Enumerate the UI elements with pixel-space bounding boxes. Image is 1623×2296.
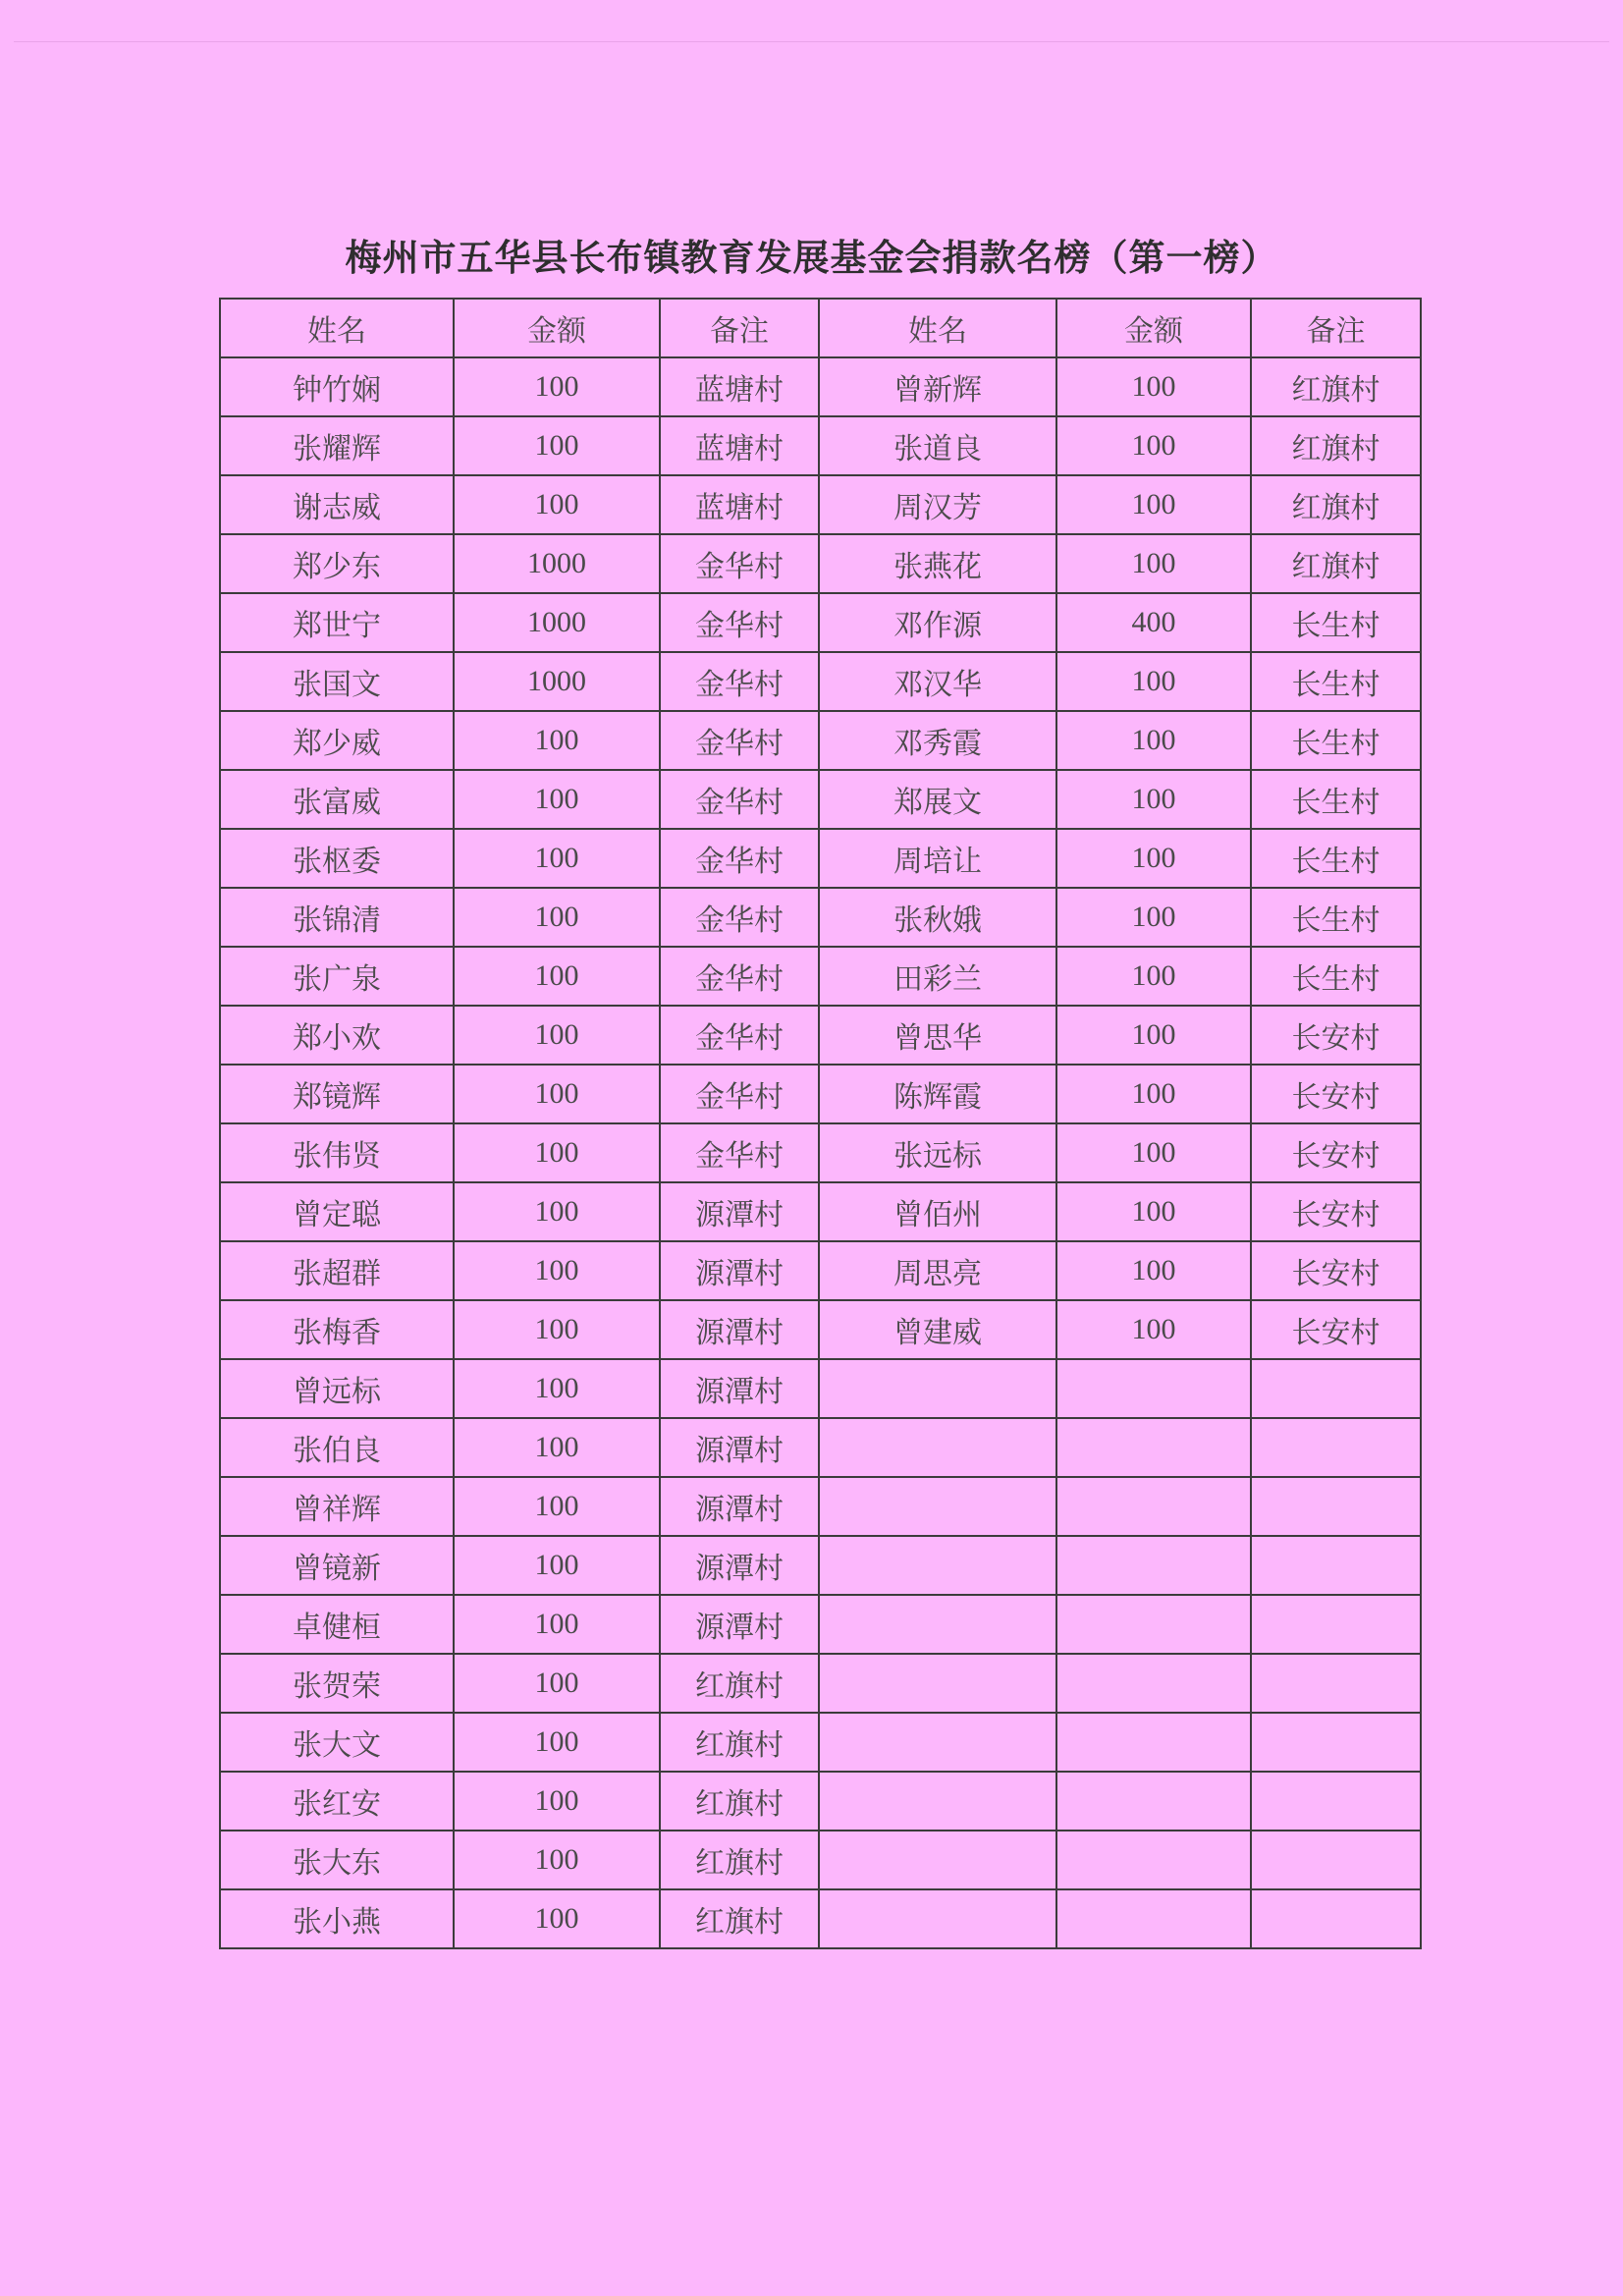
village-cell: 金华村 — [660, 652, 819, 711]
donor-name-cell: 邓汉华 — [819, 652, 1056, 711]
village-cell: 长安村 — [1251, 1241, 1421, 1300]
donor-name-cell: 张道良 — [819, 416, 1056, 475]
donor-name-cell: 曾远标 — [220, 1359, 454, 1418]
table-row — [220, 1889, 1421, 1948]
donor-name-cell — [819, 1418, 1056, 1477]
village-cell: 长生村 — [1251, 711, 1421, 770]
donor-name-cell: 张秋娥 — [819, 888, 1056, 947]
table-row — [220, 1831, 1421, 1889]
amount-cell: 100 — [454, 829, 660, 888]
village-cell: 源潭村 — [660, 1359, 819, 1418]
header-remark: 备注 — [660, 299, 819, 357]
donor-name-cell: 张红安 — [220, 1772, 454, 1831]
village-cell: 蓝塘村 — [660, 416, 819, 475]
village-cell — [1251, 1359, 1421, 1418]
amount-cell: 100 — [454, 1654, 660, 1713]
table-row — [220, 357, 1421, 416]
amount-cell: 100 — [454, 1889, 660, 1948]
header-name: 姓名 — [220, 299, 454, 357]
amount-cell: 100 — [454, 1713, 660, 1772]
donor-name-cell: 卓健桓 — [220, 1595, 454, 1654]
village-cell — [1251, 1713, 1421, 1772]
donor-name-cell — [819, 1359, 1056, 1418]
amount-cell: 100 — [454, 1241, 660, 1300]
donor-name-cell: 张耀辉 — [220, 416, 454, 475]
donor-name-cell: 张贺荣 — [220, 1654, 454, 1713]
amount-cell: 100 — [1056, 1006, 1251, 1065]
donor-name-cell: 曾建威 — [819, 1300, 1056, 1359]
village-cell: 金华村 — [660, 534, 819, 593]
village-cell: 长生村 — [1251, 652, 1421, 711]
amount-cell: 100 — [454, 1477, 660, 1536]
table-row — [220, 1536, 1421, 1595]
village-cell — [1251, 1536, 1421, 1595]
donor-name-cell: 周培让 — [819, 829, 1056, 888]
table-row — [220, 1595, 1421, 1654]
donor-name-cell: 陈辉霞 — [819, 1065, 1056, 1123]
table-row — [220, 829, 1421, 888]
amount-cell: 100 — [454, 1065, 660, 1123]
donor-name-cell: 张富威 — [220, 770, 454, 829]
donor-name-cell — [819, 1889, 1056, 1948]
donor-name-cell: 郑世宁 — [220, 593, 454, 652]
village-cell — [1251, 1889, 1421, 1948]
amount-cell: 100 — [454, 1831, 660, 1889]
amount-cell: 100 — [454, 1359, 660, 1418]
donor-name-cell — [819, 1831, 1056, 1889]
village-cell: 蓝塘村 — [660, 475, 819, 534]
donor-name-cell — [819, 1595, 1056, 1654]
village-cell: 红旗村 — [660, 1889, 819, 1948]
village-cell: 长生村 — [1251, 888, 1421, 947]
table-row — [220, 1300, 1421, 1359]
table-row — [220, 475, 1421, 534]
village-cell — [1251, 1654, 1421, 1713]
document-title: 梅州市五华县长布镇教育发展基金会捐款名榜（第一榜） — [345, 236, 1278, 279]
donor-name-cell: 张国文 — [220, 652, 454, 711]
village-cell: 金华村 — [660, 947, 819, 1006]
table-row — [220, 1772, 1421, 1831]
table-row — [220, 770, 1421, 829]
village-cell: 红旗村 — [1251, 475, 1421, 534]
village-cell: 金华村 — [660, 593, 819, 652]
donor-name-cell: 曾定聪 — [220, 1182, 454, 1241]
village-cell: 长生村 — [1251, 829, 1421, 888]
amount-cell: 1000 — [454, 652, 660, 711]
table-row — [220, 1182, 1421, 1241]
table-row — [220, 416, 1421, 475]
table-row — [220, 1477, 1421, 1536]
amount-cell: 100 — [454, 1772, 660, 1831]
amount-cell: 100 — [454, 475, 660, 534]
amount-cell: 100 — [454, 947, 660, 1006]
page-top-rule — [14, 41, 1609, 42]
village-cell: 红旗村 — [660, 1713, 819, 1772]
donor-name-cell: 邓作源 — [819, 593, 1056, 652]
village-cell: 长安村 — [1251, 1123, 1421, 1182]
amount-cell: 100 — [454, 888, 660, 947]
amount-cell: 100 — [454, 416, 660, 475]
village-cell: 蓝塘村 — [660, 357, 819, 416]
donor-name-cell: 曾佰州 — [819, 1182, 1056, 1241]
table-row — [220, 1006, 1421, 1065]
donor-name-cell: 张大文 — [220, 1713, 454, 1772]
amount-cell — [1056, 1889, 1251, 1948]
village-cell: 长安村 — [1251, 1300, 1421, 1359]
village-cell: 红旗村 — [660, 1831, 819, 1889]
amount-cell: 100 — [1056, 888, 1251, 947]
amount-cell: 100 — [1056, 1123, 1251, 1182]
amount-cell: 100 — [454, 1006, 660, 1065]
table-row — [220, 1713, 1421, 1772]
amount-cell: 100 — [1056, 1065, 1251, 1123]
donor-name-cell: 张伯良 — [220, 1418, 454, 1477]
table-row — [220, 1654, 1421, 1713]
donor-name-cell: 郑少东 — [220, 534, 454, 593]
donor-name-cell — [819, 1713, 1056, 1772]
amount-cell: 100 — [454, 1182, 660, 1241]
table-row — [220, 1241, 1421, 1300]
donor-name-cell: 曾思华 — [819, 1006, 1056, 1065]
amount-cell: 100 — [1056, 357, 1251, 416]
amount-cell: 100 — [454, 1536, 660, 1595]
village-cell: 源潭村 — [660, 1182, 819, 1241]
amount-cell: 100 — [1056, 534, 1251, 593]
village-cell: 红旗村 — [1251, 357, 1421, 416]
village-cell: 金华村 — [660, 829, 819, 888]
village-cell: 长生村 — [1251, 947, 1421, 1006]
donor-name-cell — [819, 1772, 1056, 1831]
amount-cell: 100 — [1056, 475, 1251, 534]
village-cell: 源潭村 — [660, 1418, 819, 1477]
village-cell: 红旗村 — [1251, 416, 1421, 475]
donor-name-cell: 郑小欢 — [220, 1006, 454, 1065]
village-cell: 源潭村 — [660, 1300, 819, 1359]
table-row — [220, 1123, 1421, 1182]
village-cell: 长生村 — [1251, 770, 1421, 829]
village-cell: 长安村 — [1251, 1006, 1421, 1065]
donor-name-cell: 郑少威 — [220, 711, 454, 770]
village-cell: 长安村 — [1251, 1182, 1421, 1241]
table-row — [220, 534, 1421, 593]
donor-name-cell: 张伟贤 — [220, 1123, 454, 1182]
amount-cell: 1000 — [454, 534, 660, 593]
village-cell: 金华村 — [660, 1065, 819, 1123]
village-cell: 源潭村 — [660, 1241, 819, 1300]
village-cell: 金华村 — [660, 711, 819, 770]
donor-name-cell — [819, 1477, 1056, 1536]
village-cell: 源潭村 — [660, 1595, 819, 1654]
village-cell — [1251, 1477, 1421, 1536]
donor-name-cell: 曾镜新 — [220, 1536, 454, 1595]
village-cell: 红旗村 — [1251, 534, 1421, 593]
donor-name-cell: 张小燕 — [220, 1889, 454, 1948]
village-cell: 金华村 — [660, 1006, 819, 1065]
amount-cell: 100 — [1056, 947, 1251, 1006]
amount-cell: 100 — [1056, 829, 1251, 888]
donor-name-cell: 张梅香 — [220, 1300, 454, 1359]
donor-name-cell: 周思亮 — [819, 1241, 1056, 1300]
table-row — [220, 1418, 1421, 1477]
amount-cell — [1056, 1418, 1251, 1477]
amount-cell: 100 — [1056, 770, 1251, 829]
donor-name-cell: 田彩兰 — [819, 947, 1056, 1006]
village-cell: 金华村 — [660, 1123, 819, 1182]
amount-cell: 100 — [1056, 1300, 1251, 1359]
donor-name-cell: 张燕花 — [819, 534, 1056, 593]
donor-name-cell: 张远标 — [819, 1123, 1056, 1182]
table-row — [220, 652, 1421, 711]
village-cell — [1251, 1831, 1421, 1889]
donor-name-cell: 曾祥辉 — [220, 1477, 454, 1536]
village-cell: 金华村 — [660, 888, 819, 947]
amount-cell — [1056, 1359, 1251, 1418]
amount-cell: 100 — [1056, 416, 1251, 475]
village-cell — [1251, 1418, 1421, 1477]
village-cell: 红旗村 — [660, 1772, 819, 1831]
donor-name-cell: 曾新辉 — [819, 357, 1056, 416]
village-cell: 源潭村 — [660, 1477, 819, 1536]
amount-cell — [1056, 1713, 1251, 1772]
amount-cell — [1056, 1654, 1251, 1713]
donor-name-cell: 张广泉 — [220, 947, 454, 1006]
amount-cell: 100 — [1056, 652, 1251, 711]
donation-table — [219, 298, 1422, 1949]
donor-name-cell: 郑展文 — [819, 770, 1056, 829]
donor-name-cell: 张超群 — [220, 1241, 454, 1300]
village-cell: 长生村 — [1251, 593, 1421, 652]
table-row — [220, 593, 1421, 652]
amount-cell — [1056, 1477, 1251, 1536]
donor-name-cell: 郑镜辉 — [220, 1065, 454, 1123]
header-name: 姓名 — [819, 299, 1056, 357]
donor-name-cell: 周汉芳 — [819, 475, 1056, 534]
village-cell: 源潭村 — [660, 1536, 819, 1595]
village-cell — [1251, 1772, 1421, 1831]
donor-name-cell: 张锦清 — [220, 888, 454, 947]
donor-name-cell — [819, 1536, 1056, 1595]
amount-cell: 100 — [454, 1300, 660, 1359]
donor-name-cell: 钟竹娴 — [220, 357, 454, 416]
amount-cell — [1056, 1536, 1251, 1595]
donor-name-cell: 邓秀霞 — [819, 711, 1056, 770]
header-amount: 金额 — [1056, 299, 1251, 357]
amount-cell: 100 — [454, 357, 660, 416]
table-row — [220, 888, 1421, 947]
village-cell — [1251, 1595, 1421, 1654]
table-row — [220, 1065, 1421, 1123]
amount-cell — [1056, 1595, 1251, 1654]
table-row — [220, 1359, 1421, 1418]
table-header-row — [220, 299, 1421, 357]
donor-name-cell — [819, 1654, 1056, 1713]
amount-cell: 100 — [454, 770, 660, 829]
donor-name-cell: 张枢委 — [220, 829, 454, 888]
village-cell: 金华村 — [660, 770, 819, 829]
amount-cell: 100 — [454, 1418, 660, 1477]
village-cell: 红旗村 — [660, 1654, 819, 1713]
table-row — [220, 947, 1421, 1006]
amount-cell: 100 — [454, 1123, 660, 1182]
amount-cell — [1056, 1831, 1251, 1889]
amount-cell: 400 — [1056, 593, 1251, 652]
amount-cell: 100 — [1056, 1182, 1251, 1241]
header-amount: 金额 — [454, 299, 660, 357]
village-cell: 长安村 — [1251, 1065, 1421, 1123]
amount-cell: 100 — [1056, 711, 1251, 770]
amount-cell: 1000 — [454, 593, 660, 652]
amount-cell: 100 — [454, 711, 660, 770]
table-row — [220, 711, 1421, 770]
donor-name-cell: 谢志威 — [220, 475, 454, 534]
donor-name-cell: 张大东 — [220, 1831, 454, 1889]
amount-cell: 100 — [454, 1595, 660, 1654]
header-remark: 备注 — [1251, 299, 1421, 357]
amount-cell — [1056, 1772, 1251, 1831]
amount-cell: 100 — [1056, 1241, 1251, 1300]
